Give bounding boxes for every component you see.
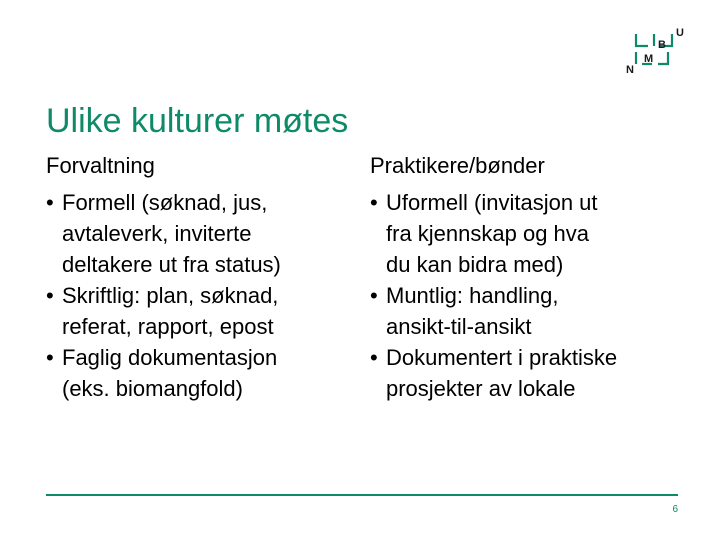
bullet-line: ansikt-til-ansikt (386, 314, 532, 339)
bullet-line: du kan bidra med) (386, 252, 564, 277)
left-bullet-list (46, 187, 346, 404)
bullet-line: Dokumentert i praktiske (386, 345, 618, 370)
logo-letter-m: M (644, 53, 654, 65)
bullet-line: Muntlig: handling, (386, 283, 559, 308)
bullet-line: Faglig dokumentasjon (62, 345, 278, 370)
bullet-dot: • (370, 190, 378, 215)
bullet-line: referat, rapport, epost (62, 314, 274, 339)
list-item (370, 342, 700, 404)
footer-rule (46, 494, 678, 496)
list-item (370, 280, 700, 342)
nmbu-logo (624, 26, 686, 76)
bullet-dot: • (46, 345, 54, 370)
bullet-line: Formell (søknad, jus, (62, 190, 268, 215)
list-item (46, 342, 346, 404)
bullet-line: Skriftlig: plan, søknad, (62, 283, 279, 308)
bullet-line: (eks. biomangfold) (62, 376, 243, 401)
list-item (46, 280, 346, 342)
page-number: 6 (672, 504, 678, 515)
left-column (46, 150, 346, 404)
left-column-heading: Forvaltning (46, 153, 155, 178)
bullet-line: Uformell (invitasjon ut (386, 190, 598, 215)
right-column-heading: Praktikere/bønder (370, 153, 545, 178)
logo-letter-n: N (626, 64, 634, 76)
bullet-dot: • (370, 283, 378, 308)
bullet-line: deltakere ut fra status) (62, 252, 281, 277)
slide-title: Ulike kulturer møtes (46, 101, 349, 140)
bullet-line: fra kjennskap og hva (386, 221, 590, 246)
bullet-line: avtaleverk, inviterte (62, 221, 252, 246)
right-bullet-list (370, 187, 700, 404)
bullet-dot: • (46, 190, 54, 215)
logo-letter-b: B (658, 39, 666, 51)
right-column (370, 150, 700, 404)
bullet-line: prosjekter av lokale (386, 376, 576, 401)
bullet-dot: • (46, 283, 54, 308)
logo-letter-u: U (676, 27, 684, 39)
bullet-dot: • (370, 345, 378, 370)
list-item (370, 187, 700, 280)
list-item (46, 187, 346, 280)
